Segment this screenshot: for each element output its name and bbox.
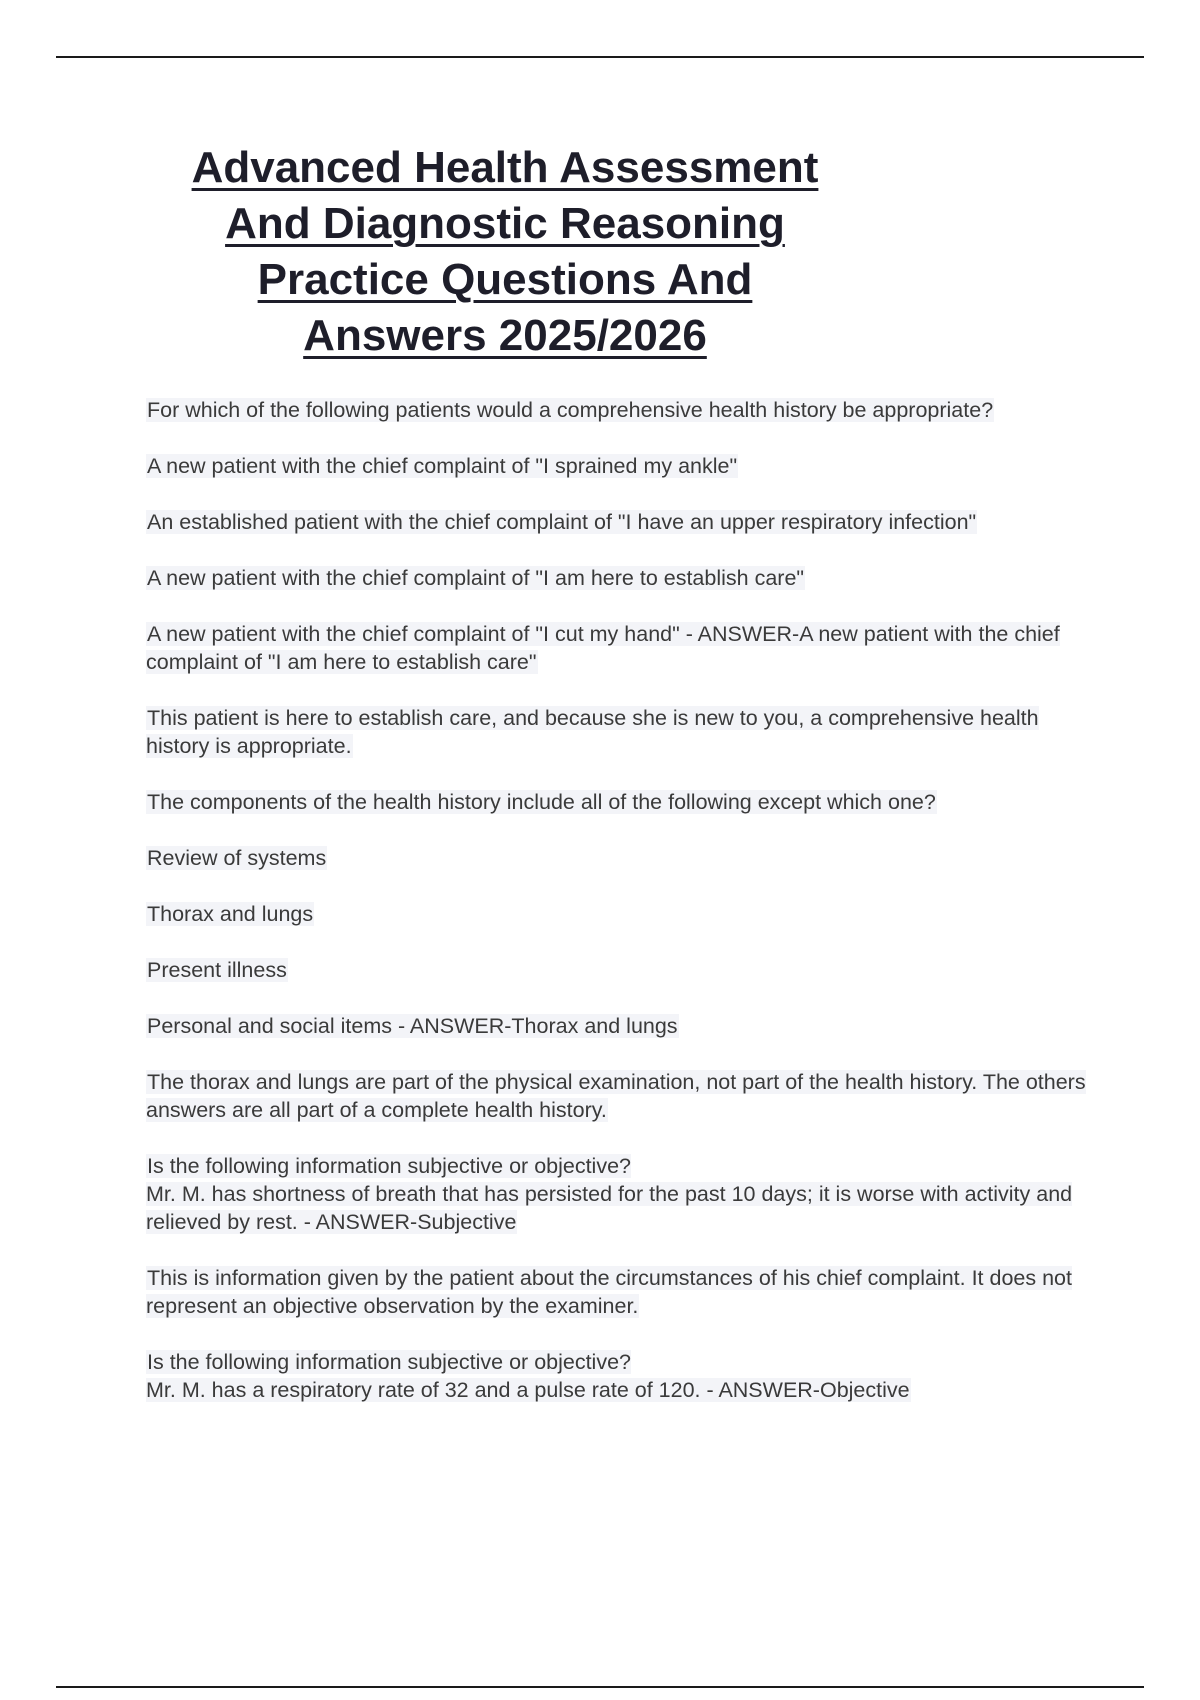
document-title (140, 142, 870, 366)
title-line-3: Practice Questions And (257, 255, 753, 304)
option-2c: Present illness (147, 958, 287, 982)
bottom-rule (56, 1686, 1144, 1688)
title-line-2: And Diagnostic Reasoning (225, 199, 785, 248)
question-1: For which of the following patients would a comprehensive health history be appropriate? (147, 398, 994, 422)
rationale-2: The thorax and lungs are part of the physical examination, not part of the health history. The others answers are all part of a complete health history. (146, 1070, 1086, 1122)
document-body (146, 396, 1106, 1432)
option-1c: A new patient with the chief complaint of "I am here to establish care" (147, 566, 805, 590)
title-line-1: Advanced Health Assessment (191, 143, 819, 192)
question-4-answer: Is the following information subjective or objective? Mr. M. has a respiratory rate of 32 and a pulse rate of 120. - ANSWER-Objective (146, 1350, 910, 1402)
question-3-answer: Is the following information subjective or objective? Mr. M. has shortness of breath that has persisted for the past 10 days; it is worse with activity and relieved by rest. - ANSWER-Subjective (146, 1154, 1073, 1234)
option-2d-answer: Personal and social items - ANSWER-Thorax and lungs (147, 1014, 678, 1038)
rationale-3: This is information given by the patient about the circumstances of his chief complaint. It does not represent an objective observation by the examiner. (146, 1266, 1072, 1318)
option-1b: An established patient with the chief complaint of "I have an upper respiratory infection" (147, 510, 977, 534)
top-rule (56, 56, 1144, 58)
option-2a: Review of systems (147, 846, 327, 870)
question-2: The components of the health history include all of the following except which one? (147, 790, 936, 814)
title-line-4: Answers 2025/2026 (303, 311, 707, 360)
option-2b: Thorax and lungs (147, 902, 314, 926)
option-1d-answer: A new patient with the chief complaint of "I cut my hand" - ANSWER-A new patient with the chief complaint of "I am here to establish care" (146, 622, 1060, 674)
option-1a: A new patient with the chief complaint of "I sprained my ankle" (147, 454, 738, 478)
rationale-1: This patient is here to establish care, and because she is new to you, a comprehensive health history is appropriate. (146, 706, 1039, 758)
